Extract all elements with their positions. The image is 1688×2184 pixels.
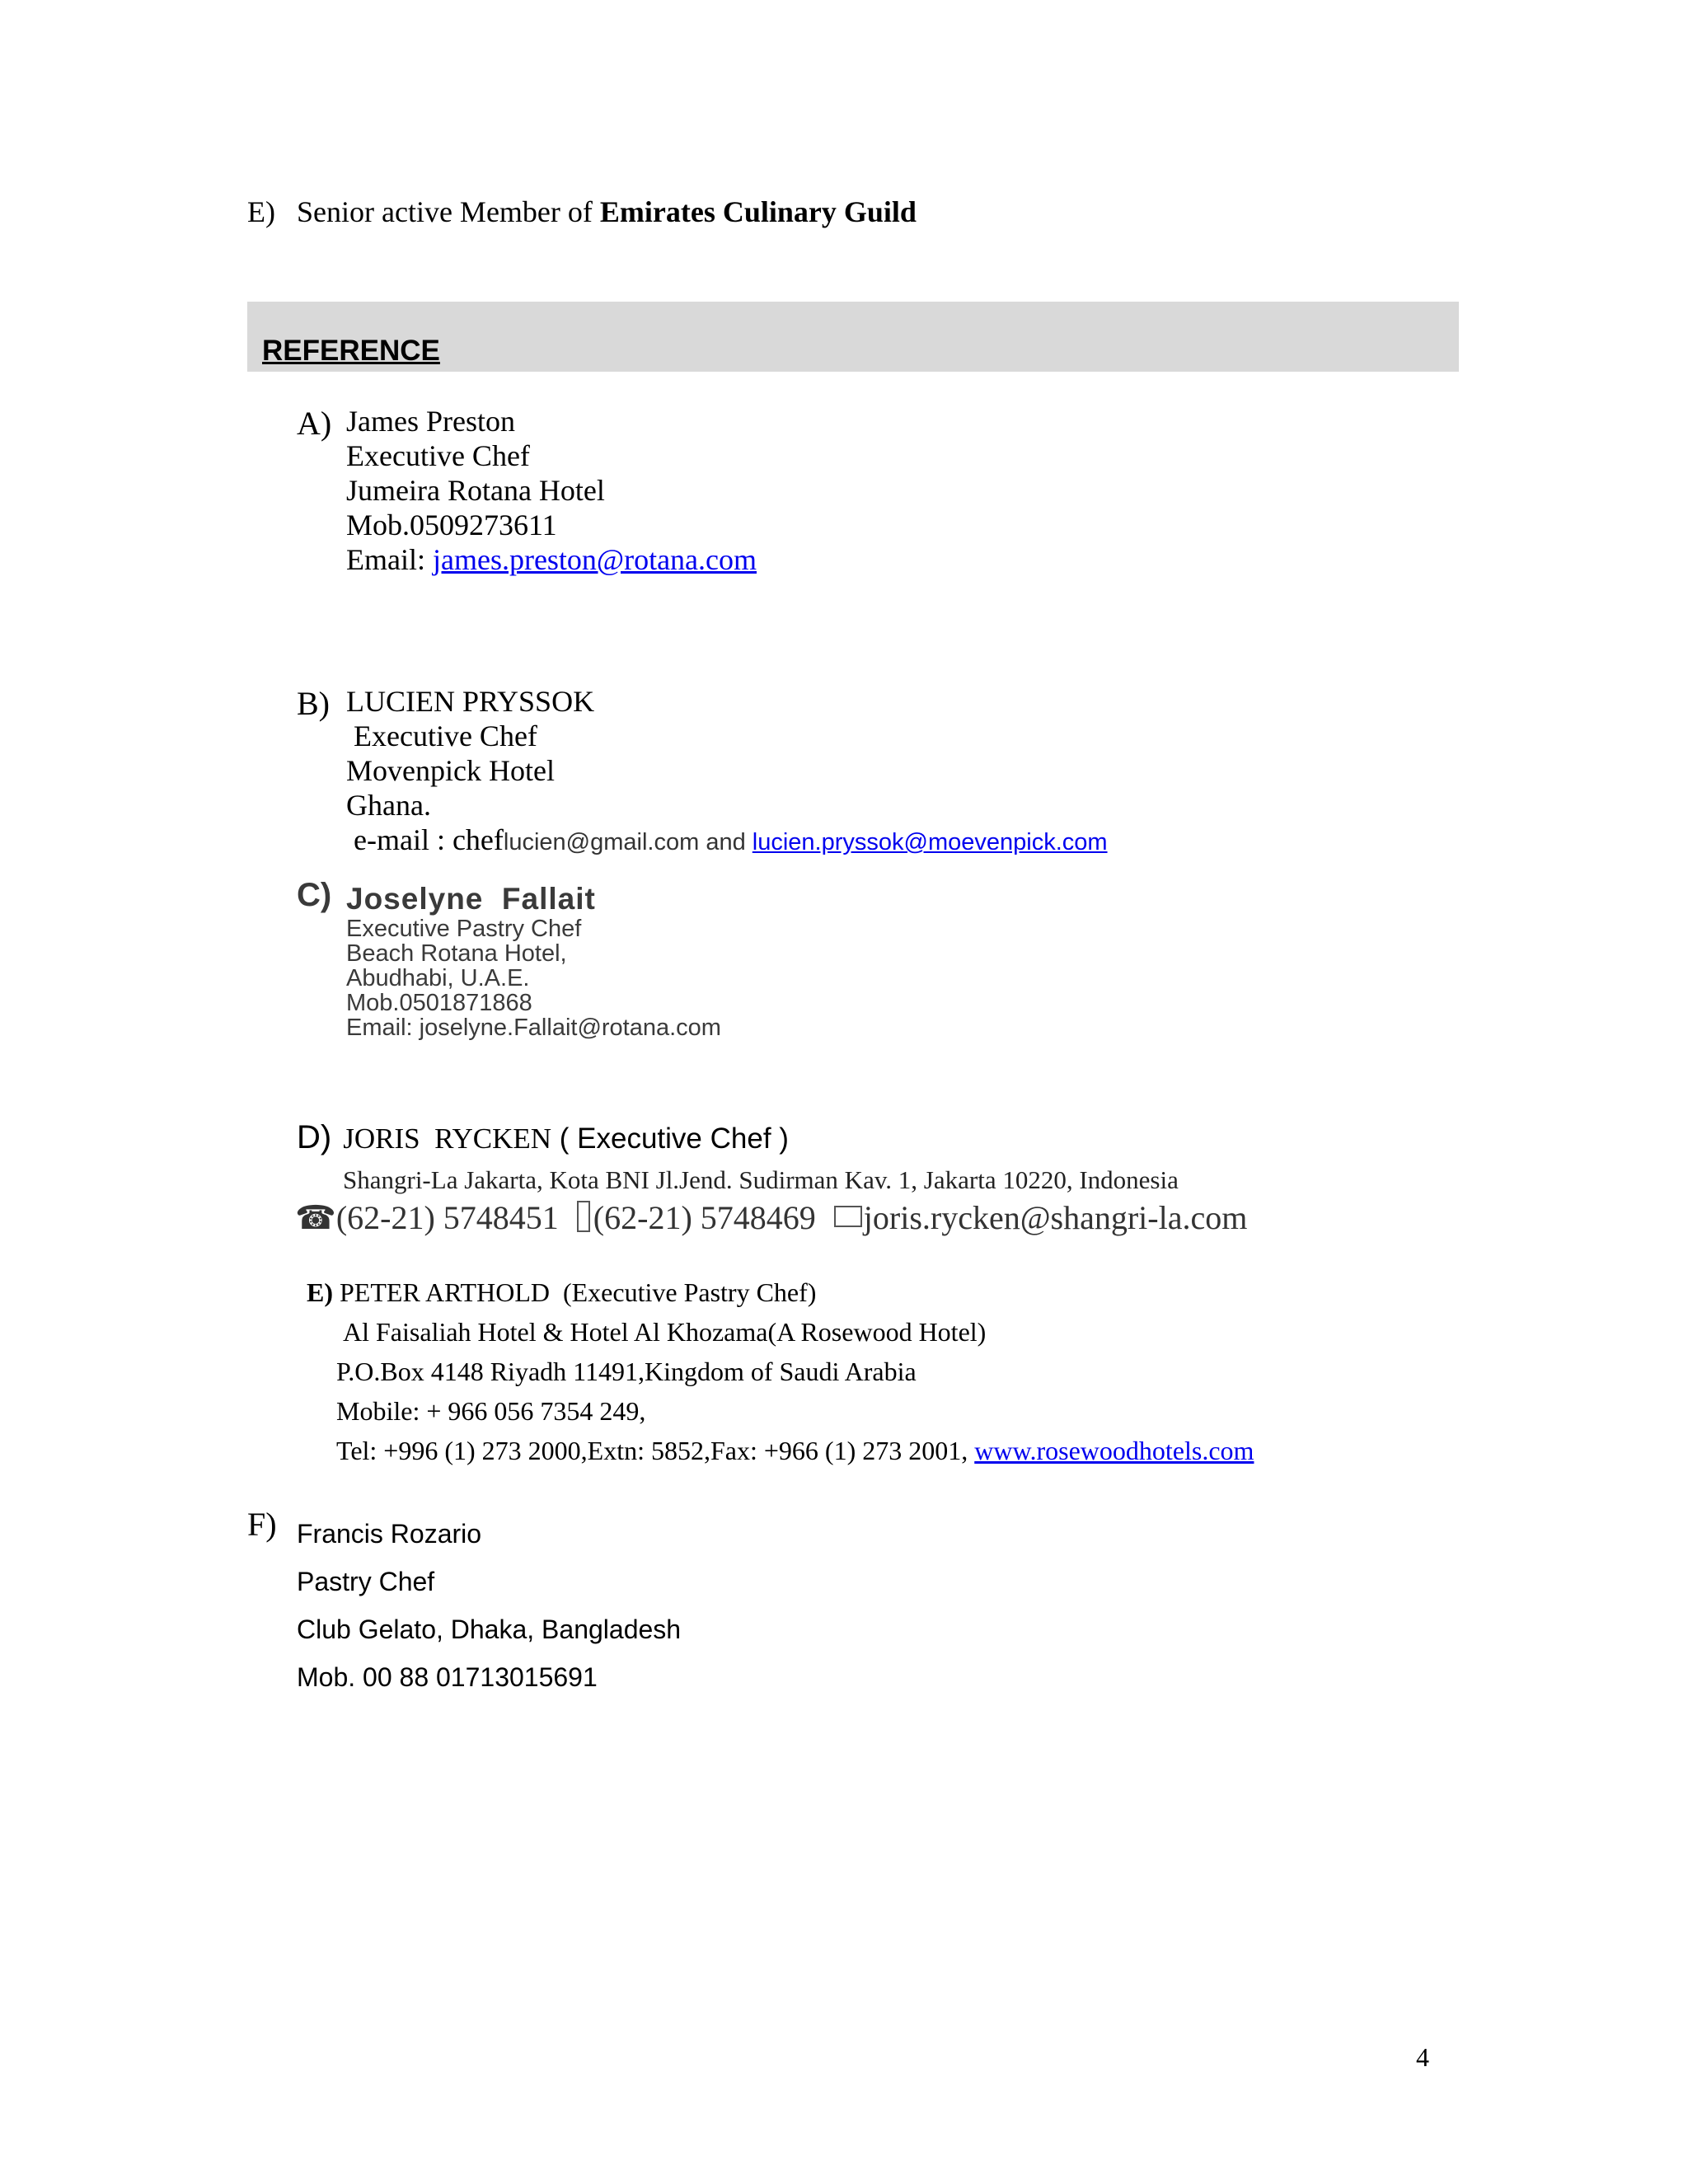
- reference-b-details: [346, 684, 1108, 860]
- reference-f-place: Club Gelato, Dhaka, Bangladesh: [297, 1615, 682, 1644]
- reference-e-name-title: PETER ARTHOLD (Executive Pastry Chef): [333, 1277, 817, 1307]
- reference-c-name: Joselyne Fallait: [346, 882, 596, 916]
- page-number: 4: [1416, 2042, 1429, 2072]
- reference-e-heading: [307, 1272, 1254, 1312]
- reference-a-mobile: Mob.0509273611: [346, 509, 557, 541]
- membership-prefix: Senior active Member of: [297, 195, 600, 228]
- reference-b-email2-link[interactable]: lucien.pryssok@moevenpick.com: [752, 829, 1108, 855]
- reference-b-name: LUCIEN PRYSSOK: [346, 685, 595, 718]
- reference-e-mobile: Mobile: + 966 056 7354 249,: [336, 1396, 646, 1426]
- reference-a-email-line: [346, 542, 757, 577]
- membership-line: [247, 194, 917, 229]
- reference-c-details: [346, 882, 721, 1040]
- reference-b-country: Ghana.: [346, 789, 431, 822]
- reference-b-letter: B): [297, 685, 330, 722]
- reference-e-po-box: P.O.Box 4148 Riyadh 11491,Kingdom of Saudi Arabia: [336, 1357, 917, 1386]
- reference-d-contacts: [295, 1198, 1247, 1237]
- reference-c-mobile: Mob.0501871868: [346, 990, 532, 1016]
- reference-a-details: [346, 404, 757, 577]
- fax-icon: [577, 1201, 590, 1232]
- telephone-icon: ☎: [295, 1199, 336, 1236]
- reference-b-email1-rest: lucien@gmail.com and: [503, 829, 753, 855]
- reference-heading: REFERENCE: [262, 335, 440, 367]
- reference-d-phone: (62-21) 5748451: [335, 1199, 559, 1236]
- reference-f-mobile: Mob. 00 88 01713015691: [297, 1662, 598, 1692]
- reference-d-name: JORIS RYCKEN: [343, 1122, 552, 1155]
- membership-org: Emirates Culinary Guild: [599, 195, 917, 228]
- membership-letter: E): [247, 195, 275, 228]
- reference-c: [297, 877, 721, 1041]
- reference-f-title: Pastry Chef: [297, 1567, 435, 1596]
- reference-f-details: [297, 1510, 681, 1701]
- reference-a-email-link[interactable]: james.preston@rotana.com: [432, 543, 757, 576]
- reference-a-letter: A): [297, 405, 332, 442]
- reference-d-fax: (62-21) 5748469: [593, 1199, 816, 1236]
- reference-e-tel-fax: Tel: +996 (1) 273 2000,Extn: 5852,Fax: +966 (1) 273 2001,: [336, 1436, 975, 1465]
- reference-a-name: James Preston: [346, 405, 515, 438]
- reference-f: [247, 1505, 682, 1692]
- reference-a: [297, 404, 757, 576]
- reference-d-letter: D): [297, 1119, 332, 1155]
- reference-c-hotel: Beach Rotana Hotel,: [346, 940, 567, 967]
- reference-e-website-link[interactable]: www.rosewoodhotels.com: [974, 1436, 1254, 1465]
- reference-b: [297, 684, 1108, 856]
- reference-d-heading: [297, 1119, 789, 1156]
- reference-a-hotel: Jumeira Rotana Hotel: [346, 474, 605, 507]
- reference-d-title: ( Executive Chef ): [551, 1122, 789, 1155]
- reference-e-hotel: Al Faisaliah Hotel & Hotel Al Khozama(A Rosewood Hotel): [343, 1317, 987, 1347]
- reference-f-name: Francis Rozario: [297, 1519, 482, 1549]
- reference-c-letter: C): [297, 877, 332, 913]
- reference-e: [307, 1272, 1254, 1470]
- reference-c-city: Abudhabi, U.A.E.: [346, 965, 530, 991]
- reference-b-email-line: [346, 823, 1108, 860]
- reference-d-address: Shangri-La Jakarta, Kota BNI Jl.Jend. Sudirman Kav. 1, Jakarta 10220, Indonesia: [343, 1165, 1179, 1194]
- reference-f-letter: F): [247, 1506, 277, 1543]
- envelope-icon: [834, 1206, 862, 1227]
- reference-b-hotel: Movenpick Hotel: [346, 754, 555, 787]
- reference-e-letter: E): [307, 1277, 333, 1307]
- reference-c-email: Email: joselyne.Fallait@rotana.com: [346, 1015, 721, 1041]
- reference-e-tel-line: [307, 1431, 1254, 1470]
- reference-b-title: Executive Chef: [346, 719, 537, 752]
- reference-a-email-label: Email:: [346, 543, 433, 576]
- reference-d-email: joris.rycken@shangri-la.com: [863, 1199, 1248, 1236]
- reference-c-title: Executive Pastry Chef: [346, 916, 582, 942]
- reference-b-email-label: e-mail : chef: [346, 823, 504, 856]
- reference-a-title: Executive Chef: [346, 439, 530, 472]
